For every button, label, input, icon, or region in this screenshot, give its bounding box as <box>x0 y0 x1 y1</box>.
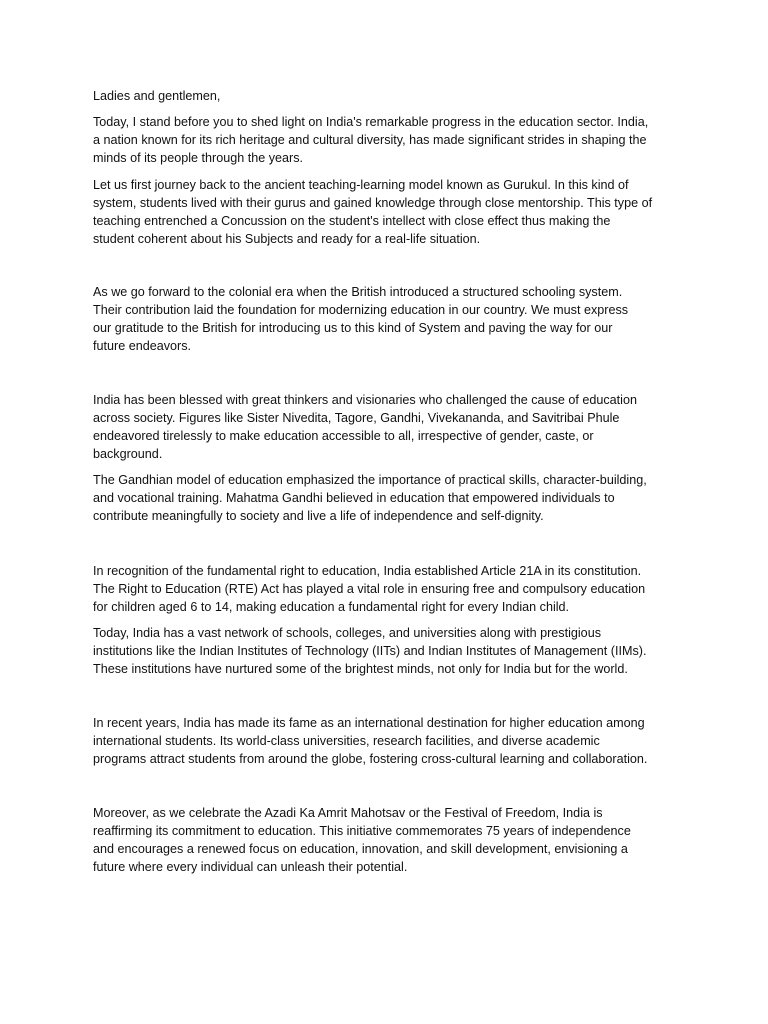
text-line: Their contribution laid the foundation for modernizing education in our country. We must express <box>93 302 629 317</box>
text-line: These institutions have nurtured some of the brightest minds, not only for India but for the world. <box>93 661 628 676</box>
salutation <box>93 88 683 106</box>
text-line: reaffirming its commitment to education. This initiative commemorates 75 years of independence <box>93 823 631 838</box>
text-line: international students. Its world-class universities, research facilities, and diverse academic <box>93 733 600 748</box>
text-line: minds of its people through the years. <box>93 150 304 165</box>
text-line: Moreover, as we celebrate the Azadi Ka Amrit Mahotsav or the Festival of Freedom, India is <box>93 806 603 820</box>
text-line: Today, India has a vast network of schools, colleges, and universities along with prestigious <box>93 626 601 640</box>
text-line: our gratitude to the British for introducing us to this kind of System and paving the way for our <box>93 320 613 335</box>
text-line: Today, I stand before you to shed light on India's remarkable progress in the education sector. India, <box>93 115 649 129</box>
text-line: In recent years, India has made its fame as an international destination for higher education among <box>93 716 645 730</box>
text-line: contribute meaningfully to society and live a life of independence and self-dignity. <box>93 508 544 523</box>
text-line: background. <box>93 446 163 461</box>
text-line: In recognition of the fundamental right to education, India established Article 21A in its constitution. <box>93 564 642 578</box>
text-line: teaching entrenched a Concussion on the student's intellect with close effect thus making the <box>93 213 611 228</box>
text-line: system, students lived with their gurus and gained knowledge through close mentorship. This type of <box>93 195 653 210</box>
paragraph-right-to-education <box>93 563 683 617</box>
text-line: future endeavors. <box>93 338 192 353</box>
text-line: endeavored tirelessly to make education accessible to all, irrespective of gender, caste, or <box>93 428 594 443</box>
paragraph-international-destination <box>93 715 683 769</box>
text-line: institutions like the Indian Institutes of Technology (IITs) and Indian Institutes of Management (IIMs). <box>93 643 647 658</box>
text-line: India has been blessed with great thinkers and visionaries who challenged the cause of education <box>93 393 637 407</box>
text-line: The Right to Education (RTE) Act has played a vital role in ensuring free and compulsory education <box>93 581 646 596</box>
text-line: and encourages a renewed focus on education, innovation, and skill development, envisioning a <box>93 841 628 856</box>
text-line: As we go forward to the colonial era when the British introduced a structured schooling system. <box>93 285 623 299</box>
paragraph-institutions <box>93 625 683 679</box>
paragraph-gandhian-model <box>93 472 683 526</box>
text-line: for children aged 6 to 14, making education a fundamental right for every Indian child. <box>93 599 570 614</box>
text-line: across society. Figures like Sister Nivedita, Tagore, Gandhi, Vivekananda, and Savitribai Phule <box>93 410 620 425</box>
text-line: student coherent about his Subjects and ready for a real-life situation. <box>93 231 481 246</box>
paragraph-intro <box>93 114 683 168</box>
paragraph-azadi-ka-amrit-mahotsav <box>93 805 683 877</box>
paragraph-thinkers <box>93 392 683 464</box>
text-line: Let us first journey back to the ancient teaching-learning model known as Gurukul. In this kind of <box>93 178 629 192</box>
text-line: future where every individual can unleash their potential. <box>93 859 408 874</box>
text-line: programs attract students from around the globe, fostering cross-cultural learning and collaboration. <box>93 751 648 766</box>
salutation-line: Ladies and gentlemen, <box>93 89 221 103</box>
paragraph-gurukul <box>93 177 683 249</box>
text-line: The Gandhian model of education emphasized the importance of practical skills, character-building, <box>93 473 647 487</box>
text-line: a nation known for its rich heritage and cultural diversity, has made significant strides in shaping the <box>93 132 647 147</box>
paragraph-colonial-era <box>93 284 683 356</box>
text-line: and vocational training. Mahatma Gandhi believed in education that empowered individuals to <box>93 490 615 505</box>
